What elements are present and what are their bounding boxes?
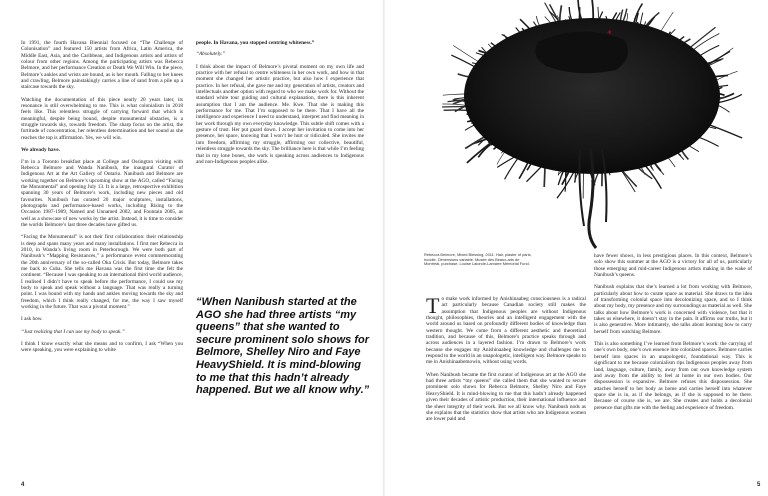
hoodie xyxy=(535,31,628,73)
paragraph: I’m in a Toronto breakfast place at College and Ossington visiting with Rebecca Belmore and Wanda Nanibush, the inaugural Curator of Indigenous Art at the Art Gallery of Ontario. Nanibush and Belmore are working together on Belmore’s upcoming show at the AGO, called “Facing the Monumental” and opening July 13. It is a large, retrospective exhibition spanning 30 years of Belmore’s work, including new pieces and old favourites. Nanibush has curated 20 major sculptures, installations, photographs and performance-based works, including Rising to the Occasion 1987-1989, Named and Unnamed 2002, and Fountain 2005, as well as a showcase of new works by the artist. Instead, it is time to consider the worlds Belmore’s last three decades have gifted us. xyxy=(21,158,183,228)
paragraph: o make work informed by Anishinaabeg consciousness is a radical act particularly because Canadian society still makes the assumption that Indigenous peoples are without Indigenous thought, philosophies, theories and an intelligent engagement with the world around us based on profoundly different bodies of knowledge than western thought. We come from a different aesthetic and theoretical tradition, and because of this, Belmore’s practice speaks through and across audiences in a layered fashion. I’m drawn to Belmore’s work because she engages my Anishinaabeg knowledge and challenges me to respond to the world in an unapologetic, intelligent way. Belmore speaks to me in Anishinaabemowin, without using words. xyxy=(426,296,586,366)
paragraph: We already have. xyxy=(21,147,60,154)
left-column-2 xyxy=(196,40,364,230)
drop-cap: T xyxy=(426,293,440,318)
paragraph: Watching the documentation of this piece nearly 20 years later, its resonance is still overwhelming to me. This is what colonialism in 2018 feels like. This relentless struggle of carrying forward that which is meaningful, despite being bound, despite monumental obstacles, is a struggle towards sky, towards freedom. The sharp focus on the artist, the fortitude of concentration, her relentless determination and her sound as she reaches the top is affirmation. Yes, we will win. xyxy=(21,96,183,141)
page-number-left: 4 xyxy=(21,482,25,488)
paragraph: “Just realizing that I can use my body to speak.” xyxy=(21,328,125,335)
hoodie-logo: ✦ xyxy=(606,29,614,37)
pull-quote: “When Nanibush started at the AGO she had three artists “my queens” that she wanted to secure prominent solo shows for Belmore, Shelley Niro and Faye HeavyShield. It is mind-blowing to me that this hadn’t already happened. But we all know why.” xyxy=(196,296,370,397)
page-number-right: 5 xyxy=(757,482,761,488)
paragraph: I ask how. xyxy=(21,316,43,323)
hair-sculpture-image xyxy=(420,0,768,250)
artwork-photo xyxy=(420,0,768,250)
paragraph: I think about the impact of Belmore’s pivotal moment on my own life and practice with her refusal to centre whiteness in her own work, and how in that moment she changed her artistic practice, but also how I experience that practice. In her refusal, she gave me and my generation of artists, creators and intellectuals another option with regard to who we make work for. Without the standard white tour guiding and cultural explanation, there is this inherent assumption that I am the audience. Me. Kwe. That she is making this performance for me. That I’m supposed to be there. That I have all the intelligence and experience I need to understand, interpret and find meaning in her work through my own everyday knowledge. This subtle shift comes with a gesture of trust. Her put guard down. I accept her invitation to come into her presence, her space, knowing that I won’t be hurt or ridiculed. She invites me into freedom, affirming my struggle, affirming our collective, beautiful, relentless struggle towards the sky. The brilliance here is that while I’m feeling that in my lone bones, she work is speaking across audiences to Indigenous and non-Indigenous peoples alike. xyxy=(196,63,364,165)
paragraph: I think I know exactly what she means and to confirm, I ask “When you were speaking, you were explaining to white xyxy=(21,341,183,354)
paragraph: people. In Havana, you stopped centring whiteness.” xyxy=(196,40,315,46)
left-column-1 xyxy=(21,40,183,476)
paragraph: have fewer shows, in less prestigious places. In this context, Belmore’s solo show this summer at the AGO is a victory for all of us, particularly those emerging and mid-career Indigenous artists making in the wake of Nanibush’s queens. xyxy=(594,253,752,279)
paragraph: This is also something I’ve learned from Belmore’s work: the carrying of one’s own body, one’s own essence into colonized spaces. Belmore carries herself into spaces in an unapologetic, foundational way. This is significant to me because colonialism rips Indigenous peoples away from land, language, culture, family, away from our own knowledge system and away from the ability to feel at home in our own bodies. Our dispossession is expansive. Belmore refuses this dispossession. She attaches herself to her body as home and carries herself into whatever space she is in, as if she belongs, as if she is supposed to be there. Because of course she is, we are. She creates and holds a decolonial presence that gifts me with the feeling and experience of freedom. xyxy=(594,341,752,411)
paragraph: “Facing the Monumental” is not their first collaboration: their relationship is deep and spans many years and many installations. I first met Rebecca in 2010, in Wanda’s living room in Peterborough. We were both part of Nanibush’s “Mapping Resistances,” a performance event commemorating the 20th anniversary of the so-called Oka Crisis. But today, Belmore takes me back to Cuba. She tells me Havana was the first time she felt the continent. “Because I was speaking to an international third world audience, I realised I didn’t have to speak before the performance, I could use my body to speak and speak without a language. That was really a turning point. I was bound with my hands and ankles moving towards the sky and freedom, which I think really changed, for me, the way I saw myself working in the future. That was a pivotal moment.” xyxy=(21,234,183,311)
image-caption: Rebecca Belmore, Mixed Blessing, 2011. Hair, plaster of paris, hoodie. Dimensions variable. Musée des Beaux-arts de Montréal, purchase, Louise Lalonde-Lamarre Memorial Fund. xyxy=(424,252,532,267)
spine-gutter xyxy=(383,0,385,496)
paragraph: When Nanibush became the first curator of Indigenous art at the AGO she had three artists “my queens” she called them that she wanted to secure prominent solo shows for Rebecca Belmore, Shelley Niro and Faye HeavyShield. It is mind-blowing to me that this hadn’t already happened given their decades of artistic production, their international influence and the sheer integrity of their work. But we all know why. Nanibush nods as she explains that the statistics show that artists who are Indigenous women are lower paid and xyxy=(426,371,586,423)
right-column-1 xyxy=(426,293,586,480)
paragraph: “Absolutely.” xyxy=(196,51,226,58)
right-column-2 xyxy=(594,253,752,479)
paragraph: In 1991, the fourth Havana Biennial focused on “The Challenge of Colonisation” and featured 150 artists from Africa, Latin America, the Middle East, Asia, and the Caribbean, and Indigenous artists and artists of colour from other regions. Among the participating artists was Rebecca Belmore, and her performance Creation or Death We Will Win. In the piece, Belmore’s ankles and wrists are bound, as is her mouth. Falling to her knees and crawling, Belmore painstakingly carries a line of sand from a pile up a staircase towards the sky. xyxy=(21,40,183,91)
paragraph: Nanibush explains that she’s learned a lot from working with Belmore, particularly about how to curate space as material. She draws to the idea of transforming colonial space into decolonizing space, and so I think about my body, my presence and my surroundings as material as well. She talks about how Belmore’s work is concerned with violence, but that it takes us elsewhere, it doesn’t stay in the pain. It affirms our truths, but it is also generative. More intimately, she talks about learning how to carry herself from watching Belmore. xyxy=(594,284,752,335)
